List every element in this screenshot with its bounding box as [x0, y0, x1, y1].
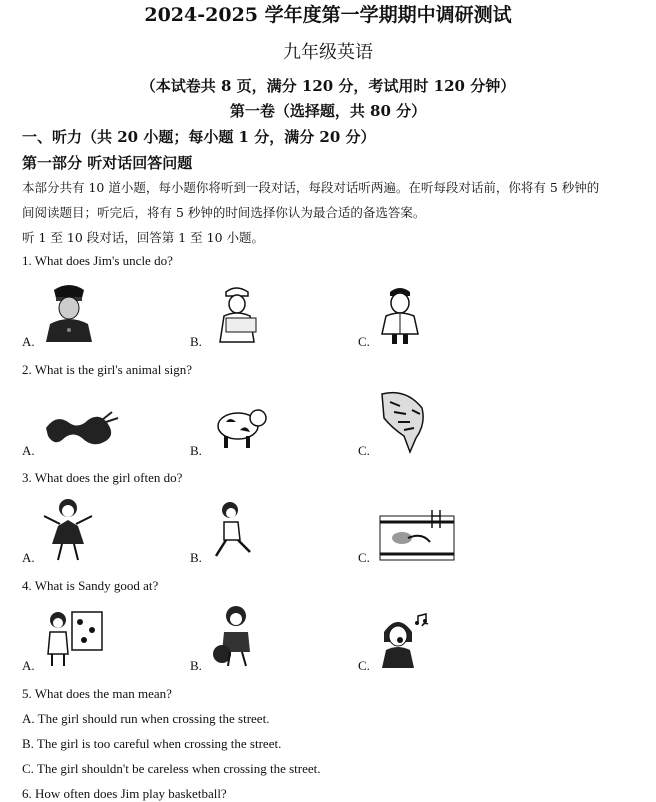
dragon-image [42, 408, 120, 450]
q3-option-b: B. [190, 550, 202, 565]
part-title: 第一卷（选择题，共 80 分） [229, 102, 427, 120]
q5-choice-b: B. The girl is too careful when crossing the street. [22, 736, 282, 751]
question-4: 4. What is Sandy good at? [22, 578, 159, 593]
q5-choice-c: C. The girl shouldn't be careless when crossing the street. [22, 761, 321, 776]
question-6: 6. How often does Jim play basketball? [22, 786, 227, 801]
question-3: 3. What does the girl often do? [22, 470, 183, 485]
part-heading: 第一部分 听对话回答问题 [22, 154, 193, 172]
girl-running-image [210, 500, 256, 562]
worker-reading-image [212, 282, 264, 344]
instructions-line-2: 间阅读题目；听完后，将有 5 秒钟的时间选择你认为最合适的备选答案。 [22, 205, 426, 220]
q3-option-a: A. [22, 550, 35, 565]
instructions-line-3: 听 1 至 10 段对话，回答第 1 至 10 小题。 [22, 230, 265, 245]
instructions-line-1: 本部分共有 10 道小题，每小题你将听到一段对话，每段对话听两遍。在听每段对话前，你将有 5 秒钟的 [22, 180, 600, 195]
girl-painting-image [42, 604, 106, 668]
swimmer-image [378, 508, 456, 562]
q4-option-b: B. [190, 658, 202, 673]
q1-option-b: B. [190, 334, 202, 349]
tiger-image [376, 388, 428, 454]
exam-subtitle: 九年级英语 [283, 42, 373, 63]
exam-title: 2024-2025 学年度第一学期期中调研测试 [144, 4, 512, 26]
section-heading: 一、听力（共 20 小题；每小题 1 分，满分 20 分） [22, 128, 376, 146]
exam-info: （本试卷共 8 页，满分 120 分，考试用时 120 分钟） [140, 77, 516, 95]
q2-option-c: C. [358, 443, 370, 458]
q4-option-a: A. [22, 658, 35, 673]
q2-option-b: B. [190, 443, 202, 458]
q1-option-a: A. [22, 334, 35, 349]
doctor-image [376, 284, 424, 344]
q5-choice-a: A. The girl should run when crossing the street. [22, 711, 270, 726]
q2-option-a: A. [22, 443, 35, 458]
question-1: 1. What does Jim's uncle do? [22, 253, 173, 268]
girl-singing-image [378, 612, 434, 668]
question-2: 2. What is the girl's animal sign? [22, 362, 192, 377]
question-5: 5. What does the man mean? [22, 686, 172, 701]
ox-image [210, 402, 268, 450]
q1-option-c: C. [358, 334, 370, 349]
q4-option-c: C. [358, 658, 370, 673]
girl-dancing-image [40, 496, 96, 562]
q3-option-c: C. [358, 550, 370, 565]
girl-basketball-image [212, 604, 264, 668]
police-officer-image [40, 280, 98, 342]
